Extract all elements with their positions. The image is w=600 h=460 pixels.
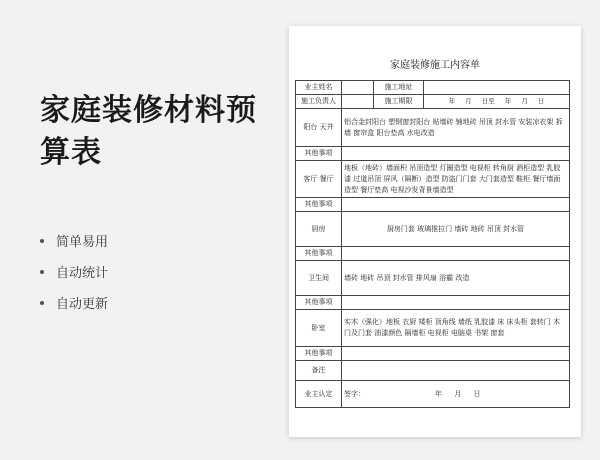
table-row [296, 361, 570, 381]
other-items-label: 其他事项 [296, 198, 342, 212]
bedroom-label: 卧室 [296, 310, 342, 347]
table-row [296, 347, 570, 361]
bullet-icon [40, 239, 44, 243]
table-row [296, 247, 570, 261]
other-items-label: 其他事项 [296, 296, 342, 310]
page-title: 家庭装修材料预算表 [40, 93, 257, 170]
owner-confirm-label: 业主认定 [296, 381, 342, 408]
signature-line: 签字： 年 月 日 [342, 381, 570, 408]
period-label: 施工期限 [374, 95, 424, 109]
living-room-label: 客厅 餐厅 [296, 161, 342, 198]
period-value: 年 月 日至 年 月 日 [424, 95, 570, 109]
other-items-label: 其他事项 [296, 147, 342, 161]
other-items-label: 其他事项 [296, 347, 342, 361]
feature-list [40, 232, 108, 325]
table-row [296, 109, 570, 147]
table-row [296, 212, 570, 247]
table-row [296, 261, 570, 296]
table-row [296, 310, 570, 347]
balcony-label: 阳台 天井 [296, 109, 342, 147]
bathroom-content: 墙砖 地砖 吊顶 封水管 排风扇 浴霸 改造 [342, 261, 570, 296]
bedroom-content: 实木（强化）地板 衣厨 矮柜 顶角线 墙纸 乳胶漆 床 床头柜 套转门 木门及门套 油漆颜色 隔墙柜 电视柜 电脑桌 书架 窗套 [342, 310, 570, 347]
feature-item: 自动统计 [40, 263, 108, 294]
table-row [296, 198, 570, 212]
document-preview [289, 26, 581, 437]
bathroom-label: 卫生间 [296, 261, 342, 296]
address-value [424, 81, 570, 95]
form-table [295, 80, 570, 408]
notes-label: 备注 [296, 361, 342, 381]
table-row [296, 296, 570, 310]
table-row [296, 147, 570, 161]
owner-name-label: 业主姓名 [296, 81, 342, 95]
table-row [296, 95, 570, 109]
feature-item: 自动更新 [40, 294, 108, 325]
kitchen-label: 厨房 [296, 212, 342, 247]
kitchen-content: 厨房门套 玻璃推拉门 墙砖 地砖 吊顶 封水管 [342, 212, 570, 247]
document-title: 家庭装修施工内容单 [390, 60, 480, 71]
table-row [296, 381, 570, 408]
manager-value [342, 95, 374, 109]
table-row [296, 161, 570, 198]
manager-label: 施工负责人 [296, 95, 342, 109]
balcony-content: 铝合金封阳台 塑钢窗封阳台 贴墙砖 铺地砖 吊顶 封水管 安装凉衣架 拆墙 窗帘盒 阳台垫高 水电改造 [342, 109, 570, 147]
table-row [296, 81, 570, 95]
bullet-icon [40, 270, 44, 274]
address-label: 施工地址 [374, 81, 424, 95]
owner-name-value [342, 81, 374, 95]
living-room-content: 地板（地砖）墙面积 吊顶造型 灯圈造型 电视柜 转角厨 酒柜造型 乳胶漆 过道吊顶 屏风（隔断）造型 防盗门门套 大门套造型 鞋柜 餐厅墙面造型 餐厅垫高 电视沙发背景墙造型 [342, 161, 570, 198]
other-items-label: 其他事项 [296, 247, 342, 261]
feature-item: 简单易用 [40, 232, 108, 263]
bullet-icon [40, 301, 44, 305]
